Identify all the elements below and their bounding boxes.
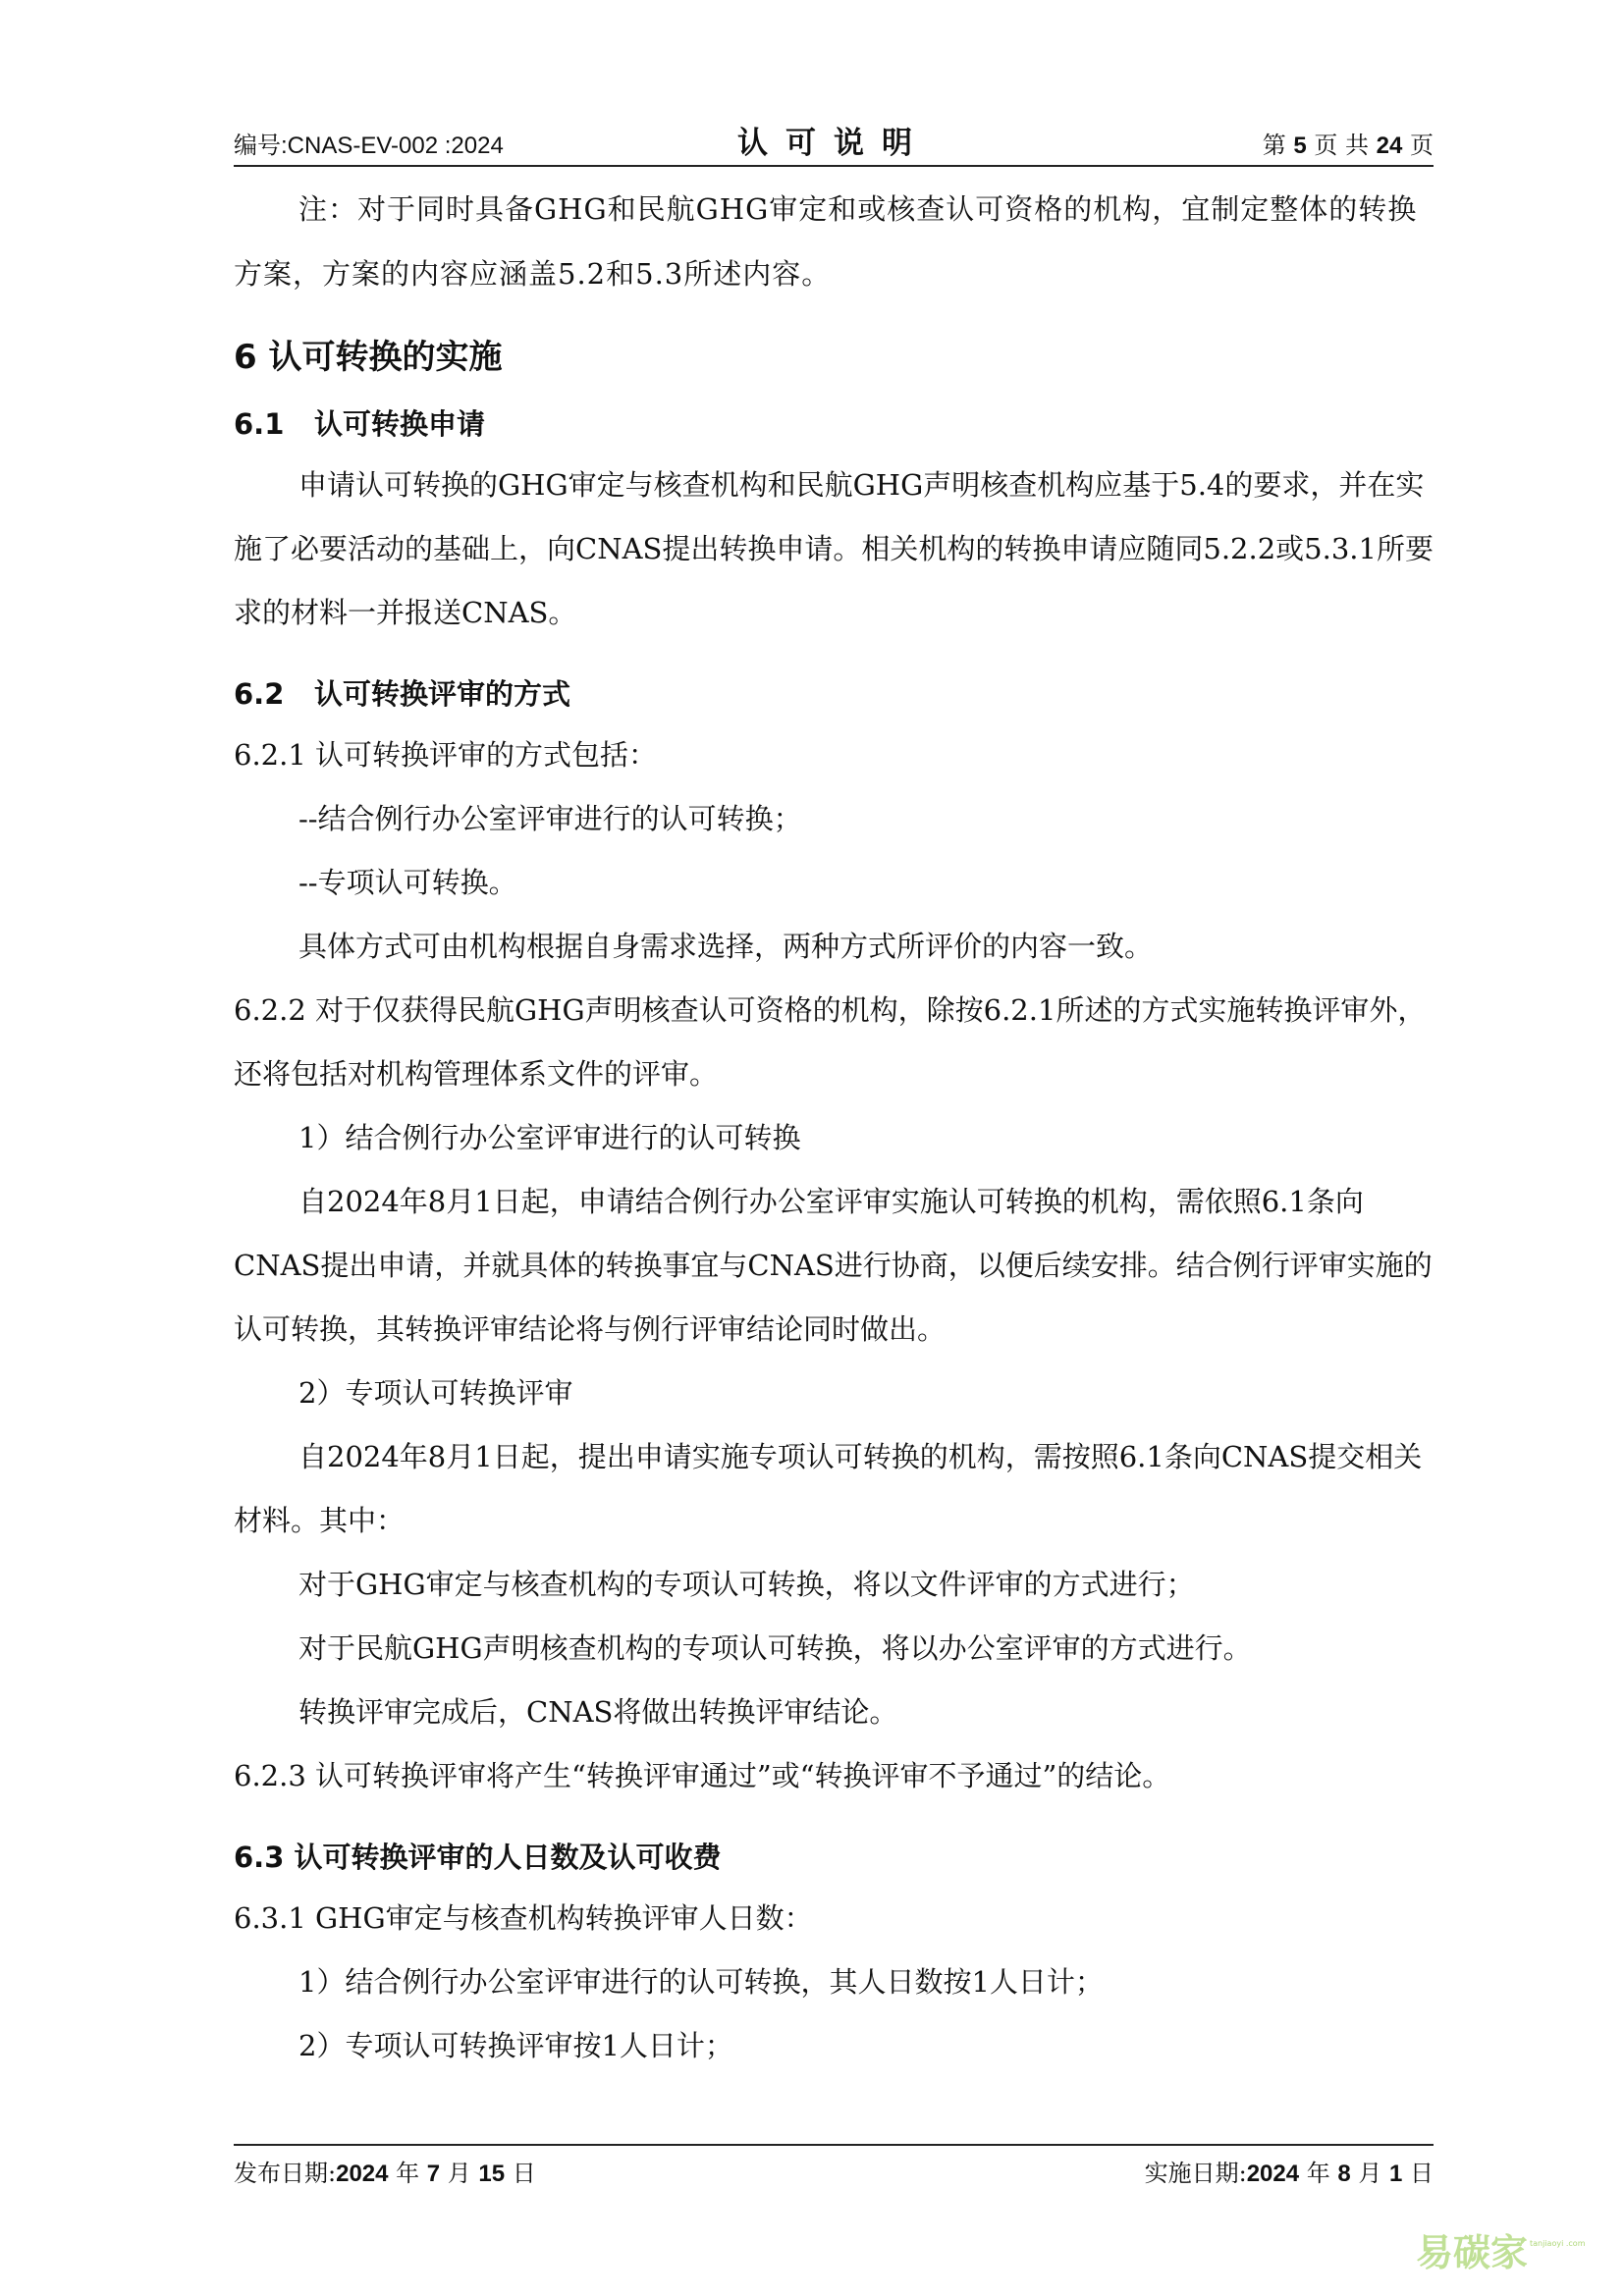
- document-body: [234, 177, 1434, 2078]
- section-6-1-body: 申请认可转换的GHG审定与核查机构和民航GHG声明核查机构应基于5.4的要求，并在实施了必要活动的基础上，向CNAS提出转换申请。相关机构的转换申请应随同5.2.2或5.3.1所要求的材料一并报送CNAS。: [234, 468, 1434, 629]
- publish-date-label: 发布日期:: [234, 2160, 337, 2187]
- header-title: 认可说明: [737, 126, 930, 161]
- page-footer: [234, 2144, 1434, 2187]
- section-title: 认可转换申请: [314, 407, 486, 441]
- day-unit: 日: [512, 2160, 536, 2187]
- clause-6-3-1: 6.3.1 GHG审定与核查机构转换评审人日数：: [234, 1901, 813, 1935]
- subsection-2-body: 自2024年8月1日起，提出申请实施专项认可转换的机构，需按照6.1条向CNAS提交相关材料。其中：: [234, 1440, 1423, 1537]
- publish-year: 2024: [336, 2161, 389, 2187]
- subsection-2-item-a: 对于GHG审定与核查机构的专项认可转换，将以文件评审的方式进行；: [298, 1568, 1195, 1601]
- subsection-2-title: 2）专项认可转换评审: [298, 1376, 573, 1410]
- section-number: 6.1: [234, 407, 285, 441]
- section-6-3-heading: 6.3 认可转换评审的人日数及认可收费: [234, 1841, 722, 1874]
- day-unit: 日: [1410, 2160, 1434, 2187]
- subsection-1-body: 自2024年8月1日起，申请结合例行办公室评审实施认可转换的机构，需依照6.1条向CNAS提出申请，并就具体的转换事宜与CNAS进行协商，以便后续安排。结合例行评审实施的认可转换，其转换评审结论将与例行评审结论同时做出。: [234, 1185, 1433, 1346]
- publish-day: 15: [478, 2161, 506, 2187]
- clause-6-2-3: 6.2.3 认可转换评审将产生“转换评审通过”或“转换评审不予通过”的结论。: [234, 1759, 1171, 1792]
- year-unit: 年: [1306, 2160, 1330, 2187]
- section-6-heading: 6 认可转换的实施: [234, 338, 503, 377]
- section-6-2-heading: [234, 665, 1434, 723]
- publish-date: [234, 2154, 536, 2188]
- effective-date: [1145, 2154, 1434, 2188]
- section-6-1-heading: [234, 395, 1434, 454]
- document-number: 编号:CNAS-EV-002 :2024: [234, 133, 504, 159]
- subsection-2-item-c: 转换评审完成后，CNAS将做出转换评审结论。: [298, 1695, 898, 1729]
- watermark-text: 易碳家: [1416, 2231, 1529, 2274]
- note-paragraph: 注：对于同时具备GHG和民航GHG审定和或核查认可资格的机构，宜制定整体的转换方案，方案的内容应涵盖5.2和5.3所述内容。: [234, 192, 1418, 291]
- subsection-2-item-b: 对于民航GHG声明核查机构的专项认可转换，将以办公室评审的方式进行。: [298, 1631, 1252, 1665]
- year-unit: 年: [396, 2160, 420, 2187]
- clause-6-2-1-tail: 具体方式可由机构根据自身需求选择，两种方式所评价的内容一致。: [298, 930, 1154, 963]
- month-unit: 月: [1358, 2160, 1382, 2187]
- effective-date-label: 实施日期:: [1144, 2160, 1247, 2187]
- watermark-subtext: tanjiaoyi .com: [1530, 2239, 1586, 2248]
- effective-month: 8: [1337, 2161, 1351, 2187]
- clause-6-2-2: 6.2.2 对于仅获得民航GHG声明核查认可资格的机构，除按6.2.1所述的方式实施转换评审外，还将包括对机构管理体系文件的评审。: [234, 993, 1427, 1091]
- page-header: [234, 116, 1434, 167]
- subsection-1-title: 1）结合例行办公室评审进行的认可转换: [298, 1121, 801, 1154]
- list-item: 1）结合例行办公室评审进行的认可转换，其人日数按1人日计；: [298, 1965, 1104, 1999]
- effective-day: 1: [1389, 2161, 1403, 2187]
- publish-month: 7: [426, 2161, 441, 2187]
- section-number: 6.2: [234, 677, 285, 711]
- page-suffix: 页: [1410, 132, 1434, 159]
- page-mid: 页 共: [1314, 132, 1370, 159]
- list-item: --专项认可转换。: [298, 866, 517, 899]
- page-indicator: [1263, 126, 1434, 160]
- page-total: 24: [1376, 133, 1403, 159]
- list-item: --结合例行办公室评审进行的认可转换；: [298, 802, 802, 835]
- page-prefix: 第: [1262, 132, 1286, 159]
- effective-year: 2024: [1246, 2161, 1300, 2187]
- clause-6-2-1: 6.2.1 认可转换评审的方式包括：: [234, 738, 658, 772]
- watermark-logo: [1414, 2226, 1591, 2275]
- section-title: 认可转换评审的方式: [314, 677, 571, 711]
- list-item: 2）专项认可转换评审按1人日计；: [298, 2029, 733, 2062]
- month-unit: 月: [447, 2160, 471, 2187]
- page-current: 5: [1293, 133, 1307, 159]
